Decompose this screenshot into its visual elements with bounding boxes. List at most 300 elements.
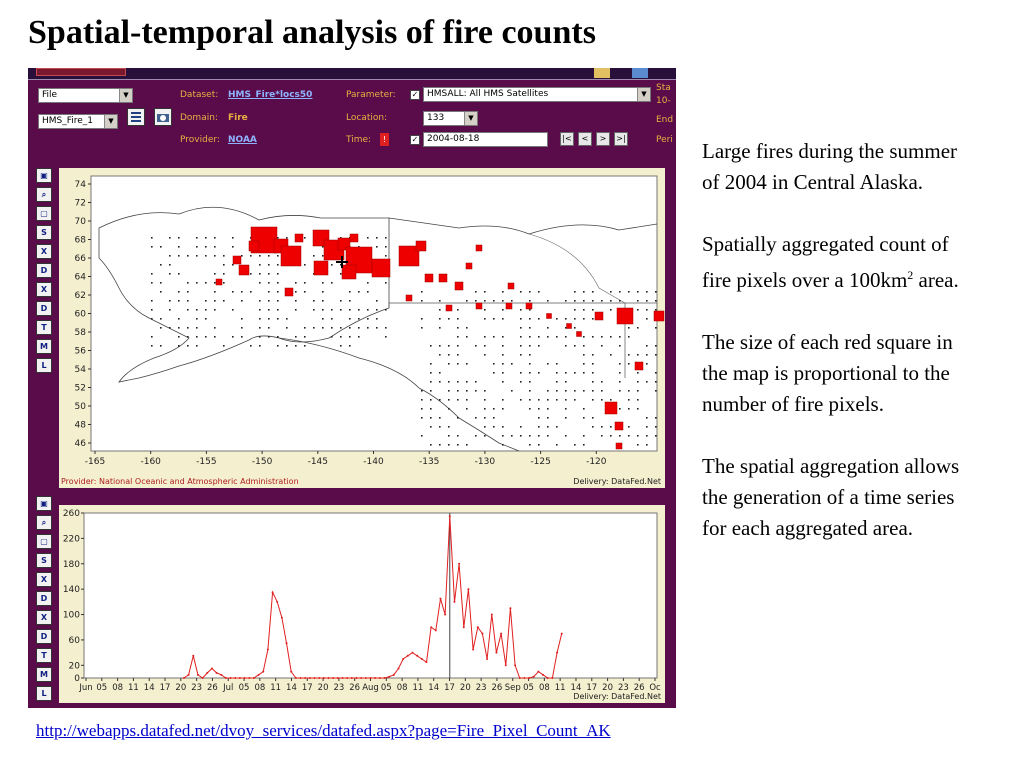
x-tick-label: Jun [79, 683, 93, 693]
grid-dot [520, 318, 522, 320]
grid-dot [304, 291, 306, 293]
parameter-checkbox[interactable]: ✓ [411, 90, 419, 99]
x-tick-label: Sep [504, 683, 521, 693]
tool-x[interactable]: X [36, 572, 52, 587]
grid-dot [241, 327, 243, 329]
data-point [216, 672, 218, 674]
grid-dot [385, 327, 387, 329]
grid-dot [646, 381, 648, 383]
fire-square [216, 279, 222, 285]
data-point [383, 677, 385, 679]
tool-m[interactable]: M [36, 339, 52, 354]
grid-dot [565, 318, 567, 320]
grid-dot [160, 327, 162, 329]
fire-square [617, 308, 633, 324]
data-point [370, 677, 372, 679]
grid-dot [520, 399, 522, 401]
time-checkbox[interactable]: ✓ [411, 135, 419, 144]
data-point [407, 655, 409, 657]
data-point [342, 677, 344, 679]
grid-dot [457, 390, 459, 392]
grid-dot [592, 417, 594, 419]
toolbar-badge [594, 68, 610, 78]
grid-dot [592, 426, 594, 428]
grid-dot [223, 300, 225, 302]
y-tick-label: 260 [62, 509, 80, 519]
y-tick-label: 180 [62, 559, 80, 570]
data-point [309, 677, 311, 679]
tool-x[interactable]: X [36, 244, 52, 259]
grid-dot [592, 372, 594, 374]
map-panel [59, 168, 665, 488]
grid-dot [160, 282, 162, 284]
tool-d[interactable]: D [36, 591, 52, 606]
grid-dot [466, 327, 468, 329]
data-point [547, 677, 549, 679]
lat-tick-label: 56 [74, 346, 86, 357]
grid-dot [592, 336, 594, 338]
grid-dot [187, 255, 189, 257]
grid-dot [601, 435, 603, 437]
grid-dot [655, 327, 657, 329]
y-tick-label: 60 [68, 635, 80, 646]
grid-dot [628, 354, 630, 356]
grid-dot [556, 336, 558, 338]
grid-dot [439, 300, 441, 302]
x-tick-label: 08 [112, 683, 124, 693]
tool-t[interactable]: T [36, 648, 52, 663]
grid-dot [529, 372, 531, 374]
grid-dot [268, 264, 270, 266]
grid-dot [619, 336, 621, 338]
dataset-label: Dataset: [180, 90, 219, 100]
grid-dot [349, 300, 351, 302]
grid-dot [313, 300, 315, 302]
fire-square [476, 303, 482, 309]
grid-dot [178, 237, 180, 239]
parameter-select-value: HMSALL: All HMS Satellites [427, 89, 549, 99]
grid-dot [457, 381, 459, 383]
time-input-value: 2004-08-18 [427, 134, 480, 144]
domain-value: Fire [228, 113, 248, 123]
tool-x2[interactable]: X [36, 282, 52, 297]
grid-dot [160, 246, 162, 248]
grid-dot [574, 399, 576, 401]
grid-dot [448, 426, 450, 428]
data-point [425, 661, 427, 663]
domain-label: Domain: [180, 113, 218, 123]
grid-dot [529, 444, 531, 446]
grid-dot [646, 291, 648, 293]
grid-dot [493, 300, 495, 302]
grid-dot [619, 291, 621, 293]
grid-dot [457, 345, 459, 347]
last-button[interactable]: >| [614, 132, 628, 146]
grid-dot [385, 255, 387, 257]
grid-dot [178, 273, 180, 275]
grid-dot [223, 264, 225, 266]
grid-dot [439, 318, 441, 320]
grid-dot [313, 327, 315, 329]
grid-dot [421, 291, 423, 293]
fire-square [342, 265, 356, 279]
fire-square [595, 312, 603, 320]
grid-dot [574, 300, 576, 302]
tool-d2[interactable]: D [36, 629, 52, 644]
grid-dot [286, 318, 288, 320]
fire-square [233, 256, 241, 264]
tool-t[interactable]: T [36, 320, 52, 335]
grid-dot [376, 327, 378, 329]
tool-s[interactable]: S [36, 553, 52, 568]
grid-dot [619, 435, 621, 437]
grid-dot [520, 309, 522, 311]
x-tick-label: 05 [523, 683, 534, 693]
grid-dot [619, 381, 621, 383]
grid-dot [259, 318, 261, 320]
grid-dot [232, 336, 234, 338]
tool-d[interactable]: D [36, 263, 52, 278]
grid-dot [385, 246, 387, 248]
note-aggregated-text: Spatially aggregated count of fire pixels over a 100km [702, 232, 949, 292]
provider-link[interactable]: NOAA [228, 135, 257, 145]
end-label: End [656, 115, 674, 125]
tool-d2[interactable]: D [36, 301, 52, 316]
grid-dot [457, 318, 459, 320]
grid-dot [205, 309, 207, 311]
grid-dot [439, 426, 441, 428]
grid-dot [502, 363, 504, 365]
grid-dot [178, 318, 180, 320]
data-point [486, 658, 488, 660]
x-tick-label: 23 [617, 683, 629, 693]
fire-square [506, 303, 512, 309]
grid-dot [646, 309, 648, 311]
grid-dot [574, 318, 576, 320]
x-tick-label: 26 [349, 683, 361, 693]
grid-dot [457, 435, 459, 437]
grid-dot [439, 417, 441, 419]
data-point [374, 677, 376, 679]
grid-dot [169, 255, 171, 257]
data-point [411, 652, 413, 654]
grid-dot [502, 318, 504, 320]
y-tick-label: 100 [62, 610, 80, 621]
grid-dot [304, 336, 306, 338]
grid-dot [583, 291, 585, 293]
fire-square [616, 443, 622, 449]
grid-dot [169, 273, 171, 275]
dataset-link[interactable]: HMS_Fire*locs50 [228, 90, 313, 100]
grid-dot [502, 309, 504, 311]
grid-dot [493, 417, 495, 419]
grid-dot [304, 327, 306, 329]
x-tick-label: 14 [570, 683, 582, 693]
parameter-select[interactable] [423, 87, 651, 102]
grid-dot [511, 300, 513, 302]
grid-dot [493, 336, 495, 338]
grid-dot [556, 399, 558, 401]
data-point [183, 677, 185, 679]
grid-dot [583, 363, 585, 365]
grid-dot [628, 390, 630, 392]
grid-dot [646, 363, 648, 365]
grid-dot [637, 300, 639, 302]
data-point [267, 648, 269, 650]
grid-dot [538, 336, 540, 338]
grid-dot [268, 336, 270, 338]
lat-tick-label: 64 [74, 272, 86, 283]
grid-dot [637, 327, 639, 329]
map-provider-note: Provider: National Oceanic and Atmospheric Administration [61, 477, 299, 486]
lon-tick-label: -150 [251, 457, 273, 467]
grid-dot [556, 318, 558, 320]
grid-dot [340, 327, 342, 329]
chart-delivery-note: Delivery: DataFed.Net [573, 692, 661, 701]
data-point [346, 677, 348, 679]
tool-l[interactable]: L [36, 358, 52, 373]
grid-dot [295, 291, 297, 293]
grid-dot [610, 426, 612, 428]
grid-dot [187, 336, 189, 338]
note-time-series: The spatial aggregation allows the generation of a time series for each aggregated area. [702, 454, 960, 540]
grid-dot [655, 435, 657, 437]
tool-x2[interactable]: X [36, 610, 52, 625]
grid-dot [646, 417, 648, 419]
save-icon[interactable]: ▣ [36, 496, 52, 511]
layer-list-button[interactable] [127, 108, 145, 126]
fire-square [281, 246, 301, 266]
grid-dot [556, 390, 558, 392]
tool-s[interactable]: S [36, 225, 52, 240]
grid-dot [250, 345, 252, 347]
map-toolbar [36, 168, 54, 377]
fire-square [654, 311, 664, 321]
grid-dot [367, 327, 369, 329]
lat-tick-label: 48 [74, 420, 86, 431]
zoom-icon[interactable]: ⌕ [36, 515, 52, 530]
prev-button[interactable]: < [578, 132, 592, 146]
grid-dot [502, 300, 504, 302]
lat-tick-label: 60 [74, 309, 86, 320]
lon-tick-label: -155 [196, 457, 217, 467]
time-marker-button[interactable]: ! [380, 133, 389, 146]
grid-dot [196, 345, 198, 347]
grid-dot [610, 336, 612, 338]
lon-tick-label: -135 [418, 457, 440, 467]
grid-dot [565, 372, 567, 374]
grid-dot [304, 345, 306, 347]
location-select[interactable] [423, 111, 478, 126]
grid-dot [259, 273, 261, 275]
grid-dot [646, 354, 648, 356]
grid-dot [430, 390, 432, 392]
grid-dot [214, 309, 216, 311]
grid-dot [538, 399, 540, 401]
grid-dot [448, 345, 450, 347]
grid-dot [655, 372, 657, 374]
tool-l[interactable]: L [36, 686, 52, 701]
fire-square [526, 303, 532, 309]
grid-dot [529, 408, 531, 410]
data-point [477, 626, 479, 628]
x-tick-label: Aug [362, 683, 379, 693]
x-tick-label: 08 [254, 683, 266, 693]
grid-dot [628, 399, 630, 401]
grid-dot [547, 363, 549, 365]
data-point [314, 677, 316, 679]
grid-dot [358, 336, 360, 338]
source-link[interactable]: http://webapps.datafed.net/dvoy_services/datafed.aspx?page=Fire_Pixel_Count_AK [36, 721, 611, 740]
grid-dot [484, 345, 486, 347]
x-tick-label: 05 [380, 683, 392, 693]
grid-dot [151, 336, 153, 338]
chart-plot-area [84, 513, 657, 678]
grid-dot [565, 345, 567, 347]
grid-dot [655, 426, 657, 428]
grid-dot [223, 345, 225, 347]
grid-dot [385, 309, 387, 311]
grid-dot [592, 381, 594, 383]
grid-dot [538, 444, 540, 446]
frame-icon[interactable]: ▢ [36, 206, 52, 221]
grid-dot [439, 309, 441, 311]
provider-label: Provider: [180, 135, 220, 145]
grid-dot [646, 444, 648, 446]
grid-dot [475, 381, 477, 383]
data-point [416, 655, 418, 657]
grid-dot [304, 264, 306, 266]
grid-dot [340, 345, 342, 347]
grid-dot [610, 300, 612, 302]
grid-dot [637, 381, 639, 383]
grid-dot [520, 291, 522, 293]
grid-dot [583, 417, 585, 419]
grid-dot [367, 291, 369, 293]
grid-dot [601, 345, 603, 347]
time-input[interactable] [423, 132, 548, 147]
grid-dot [529, 318, 531, 320]
grid-dot [484, 300, 486, 302]
grid-dot [520, 426, 522, 428]
grid-dot [196, 255, 198, 257]
lat-tick-label: 58 [74, 328, 86, 338]
fire-square [350, 234, 358, 242]
time-series-chart[interactable] [59, 505, 665, 703]
data-point [556, 652, 558, 654]
grid-dot [475, 390, 477, 392]
lat-tick-label: 72 [74, 198, 86, 209]
grid-dot [178, 345, 180, 347]
grid-dot [484, 426, 486, 428]
grid-dot [340, 336, 342, 338]
grid-dot [619, 408, 621, 410]
grid-dot [466, 408, 468, 410]
data-point [281, 617, 283, 619]
camera-button[interactable] [154, 108, 172, 126]
grid-dot [520, 435, 522, 437]
grid-dot [529, 399, 531, 401]
grid-dot [421, 327, 423, 329]
grid-dot [457, 417, 459, 419]
grid-dot [493, 372, 495, 374]
grid-dot [295, 336, 297, 338]
x-tick-label: 14 [428, 683, 440, 693]
grid-dot [502, 408, 504, 410]
zoom-icon[interactable]: ⌕ [36, 187, 52, 202]
x-tick-label: Jul [223, 683, 234, 693]
grid-dot [277, 273, 279, 275]
save-icon[interactable]: ▣ [36, 168, 52, 183]
frame-icon[interactable]: ▢ [36, 534, 52, 549]
grid-dot [151, 246, 153, 248]
data-point [206, 672, 208, 674]
data-point [356, 677, 358, 679]
grid-dot [259, 255, 261, 257]
grid-dot [466, 390, 468, 392]
map-delivery-note: Delivery: DataFed.Net [573, 477, 661, 486]
grid-dot [439, 381, 441, 383]
data-point [318, 677, 320, 679]
grid-dot [556, 444, 558, 446]
data-point [290, 671, 292, 673]
x-tick-label: 11 [270, 683, 282, 693]
note-large-fires: Large fires during the summer of 2004 in Central Alaska. [702, 139, 958, 194]
grid-dot [547, 327, 549, 329]
grid-dot [484, 318, 486, 320]
x-tick-label: 20 [602, 683, 613, 693]
grid-dot [187, 309, 189, 311]
x-tick-label: 23 [475, 683, 487, 693]
grid-dot [502, 354, 504, 356]
file-select[interactable] [38, 88, 133, 103]
grid-dot [160, 264, 162, 266]
grid-dot [259, 309, 261, 311]
grid-dot [448, 381, 450, 383]
grid-dot [493, 426, 495, 428]
grid-dot [574, 309, 576, 311]
grid-dot [358, 291, 360, 293]
x-tick-label: 05 [238, 683, 250, 693]
grid-dot [205, 318, 207, 320]
first-button[interactable]: |< [560, 132, 574, 146]
tool-m[interactable]: M [36, 667, 52, 682]
grid-dot [223, 273, 225, 275]
fire-map[interactable] [59, 168, 665, 488]
grid-dot [178, 255, 180, 257]
grid-dot [430, 417, 432, 419]
grid-dot [376, 246, 378, 248]
grid-dot [457, 336, 459, 338]
next-button[interactable]: > [596, 132, 610, 146]
grid-dot [529, 363, 531, 365]
grid-dot [556, 363, 558, 365]
grid-dot [547, 408, 549, 410]
grid-dot [466, 399, 468, 401]
lat-tick-label: 68 [74, 235, 86, 246]
grid-dot [367, 237, 369, 239]
layer-select[interactable] [38, 114, 118, 129]
grid-dot [592, 363, 594, 365]
grid-dot [619, 345, 621, 347]
grid-dot [259, 282, 261, 284]
grid-dot [556, 426, 558, 428]
grid-dot [547, 426, 549, 428]
grid-dot [322, 318, 324, 320]
data-point [272, 591, 274, 593]
fire-square [285, 288, 293, 296]
data-point [304, 677, 306, 679]
